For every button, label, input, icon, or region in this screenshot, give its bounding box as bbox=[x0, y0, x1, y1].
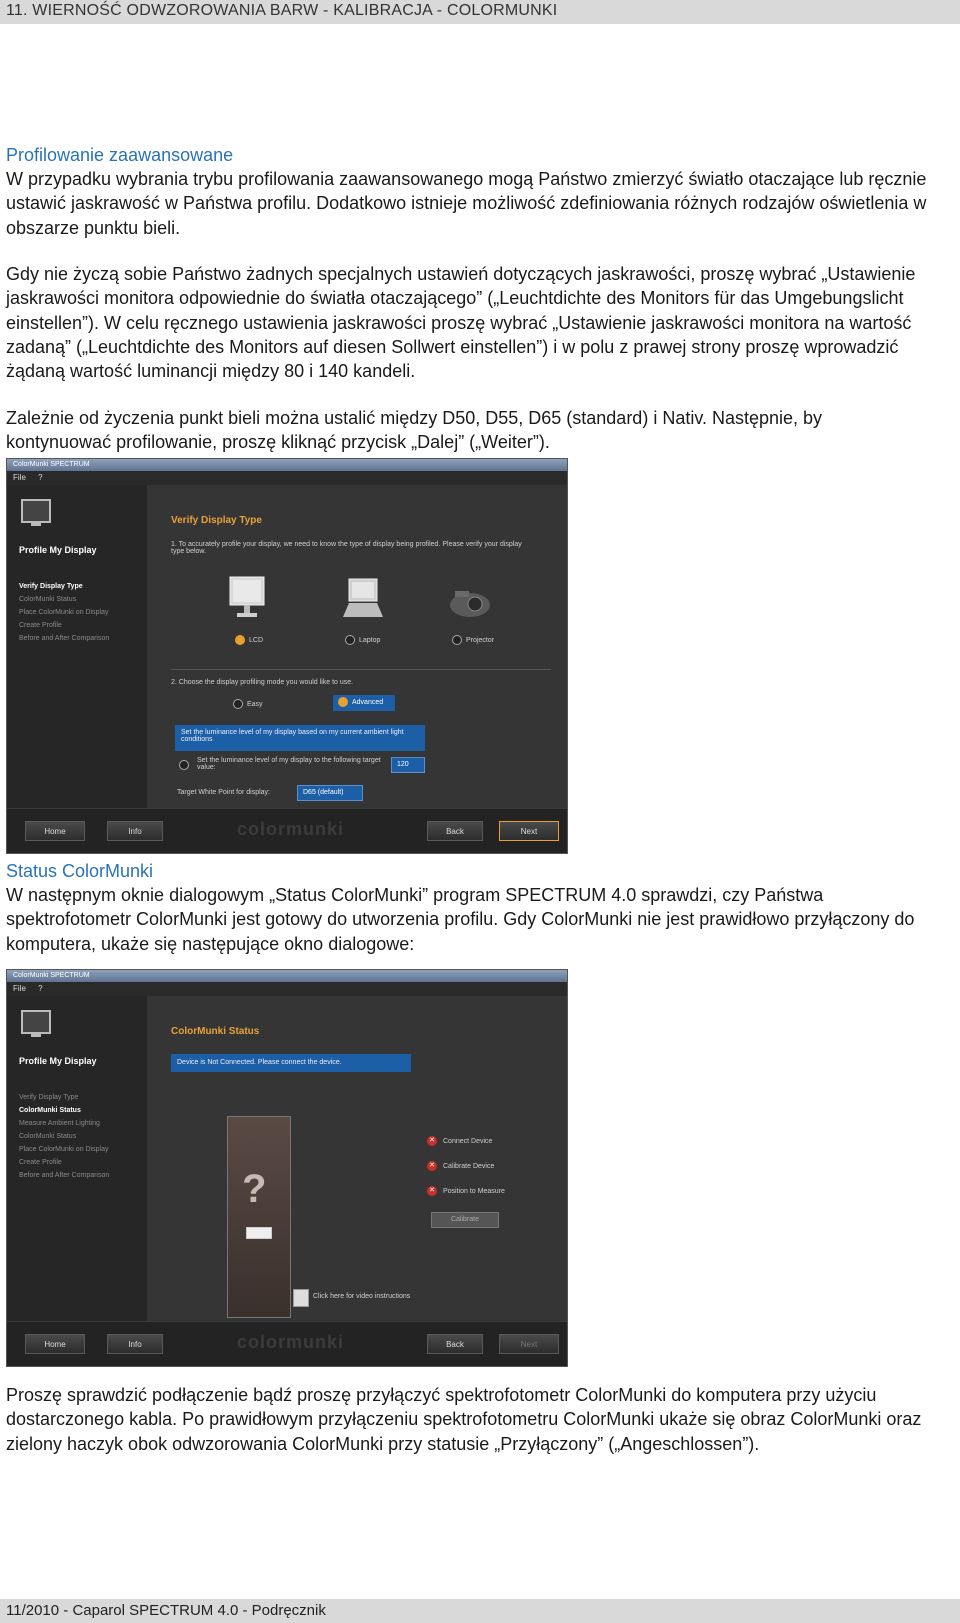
step-item: ColorMunki Status bbox=[19, 596, 77, 603]
instruction-1: 1. To accurately profile your display, we need to know the type of display being profiled. Please verify your display type below. bbox=[171, 541, 522, 555]
step-item: Create Profile bbox=[19, 1159, 62, 1166]
option-target-value: Set the luminance level of my display to the following target value: bbox=[197, 757, 381, 771]
divider bbox=[171, 669, 551, 670]
sidebar-title: Profile My Display bbox=[19, 545, 97, 555]
checklist-position bbox=[427, 1186, 505, 1196]
content-panel bbox=[147, 996, 567, 1322]
screenshot-verify-display-type bbox=[6, 458, 568, 854]
info-button[interactable]: Info bbox=[107, 821, 163, 841]
error-x-icon: ✕ bbox=[427, 1136, 437, 1146]
section-heading-status: Status ColorMunki bbox=[6, 861, 154, 881]
paragraph-advanced-intro: W przypadku wybrania trybu profilowania zaawansowanego mogą Państwo zmierzyć światło otaczające lub ręcznie ustawić jaskrawość w Państwa profilu. Dodatkowo istnieje możliwość zdefiniowania różnych rodzajów oświetlenia w obszarze punktu bieli. bbox=[6, 169, 927, 238]
step-item: Before and After Comparison bbox=[19, 1172, 110, 1179]
paragraph-status: W następnym oknie dialogowym „Status ColorMunki” program SPECTRUM 4.0 sprawdzi, czy Państwa spektrofotometr ColorMunki jest gotowy do utworzenia profilu. Gdy ColorMunki nie jest prawidłowo przyłączony do komputera, ukaże się następujące okno dialogowe: bbox=[6, 885, 915, 954]
video-instructions-link[interactable]: Click here for video instructions bbox=[313, 1293, 411, 1300]
step-item: Measure Ambient Lighting bbox=[19, 1120, 100, 1127]
step-item: ColorMunki Status bbox=[19, 1133, 77, 1140]
status-message: Device is Not Connected. Please connect the device. bbox=[171, 1054, 411, 1072]
monitor-icon bbox=[21, 499, 51, 523]
question-mark-icon: ? bbox=[242, 1167, 267, 1211]
step-list bbox=[19, 580, 109, 645]
sidebar bbox=[7, 485, 147, 809]
sidebar bbox=[7, 996, 147, 1322]
back-button[interactable]: Back bbox=[427, 1334, 483, 1354]
calibrate-button[interactable]: Calibrate bbox=[431, 1212, 499, 1228]
screenshot-colormunki-status bbox=[6, 969, 568, 1367]
radio-label: Easy bbox=[247, 700, 263, 708]
bottom-bar bbox=[7, 1321, 567, 1366]
colormunki-logo: colormunki bbox=[237, 819, 345, 839]
laptop-icon[interactable] bbox=[341, 577, 385, 621]
menu-help[interactable]: ? bbox=[38, 473, 43, 482]
radio-label: Projector bbox=[466, 636, 495, 644]
checklist-connect bbox=[427, 1136, 492, 1146]
radio-advanced[interactable] bbox=[333, 695, 395, 711]
instruction-2: 2. Choose the display profiling mode you would like to use. bbox=[171, 679, 354, 686]
radio-label: Laptop bbox=[359, 636, 381, 644]
next-button[interactable]: Next bbox=[499, 1334, 559, 1354]
device-image bbox=[227, 1116, 291, 1318]
menu-file[interactable]: File bbox=[13, 473, 26, 482]
content-panel bbox=[147, 485, 567, 809]
window-titlebar: ColorMunki SPECTRUM bbox=[7, 970, 567, 982]
video-icon[interactable] bbox=[293, 1289, 309, 1307]
radio-laptop[interactable] bbox=[345, 635, 380, 645]
back-button[interactable]: Back bbox=[427, 821, 483, 841]
whitepoint-label: Target White Point for display: bbox=[177, 789, 270, 796]
radio-projector[interactable] bbox=[452, 635, 494, 645]
paragraph-brightness: Gdy nie życzą sobie Państwo żadnych specjalnych ustawień dotyczących jaskrawości, proszę wybrać „Ustawienie jaskrawości monitora odpowiednie do światła otaczającego” („Leuchtdichte des Monitors für das Umgebungslicht einstellen”). W celu ręcznego ustawienia jaskrawości proszę wybrać „Ustawienie jaskrawości monitora na wartość zadaną” („Leuchtdichte des Monitors auf diesen Sollwert einstellen”) i w polu z prawej strony proszę wprowadzić żądaną wartość luminancji między 80 i 140 kandeli. bbox=[6, 264, 916, 382]
sidebar-title: Profile My Display bbox=[19, 1056, 97, 1066]
checklist-label: Position to Measure bbox=[443, 1187, 505, 1195]
step-item: Before and After Comparison bbox=[19, 635, 110, 642]
lcd-monitor-icon[interactable] bbox=[227, 575, 267, 621]
content-title: Verify Display Type bbox=[171, 515, 262, 526]
info-button[interactable]: Info bbox=[107, 1334, 163, 1354]
step-list bbox=[19, 1091, 109, 1182]
bottom-bar bbox=[7, 808, 567, 853]
step-item: Place ColorMunki on Display bbox=[19, 609, 109, 616]
menu-file[interactable]: File bbox=[13, 984, 26, 993]
checklist-calibrate bbox=[427, 1161, 494, 1171]
radio-dot[interactable] bbox=[345, 635, 355, 645]
radio-dot[interactable] bbox=[179, 760, 189, 770]
usb-plug-icon bbox=[246, 1227, 272, 1239]
radio-label: Advanced bbox=[352, 699, 384, 706]
projector-icon[interactable] bbox=[447, 585, 493, 619]
home-button[interactable]: Home bbox=[25, 1334, 85, 1354]
radio-dot[interactable] bbox=[233, 699, 243, 709]
content-title: ColorMunki Status bbox=[171, 1026, 260, 1037]
error-x-icon: ✕ bbox=[427, 1186, 437, 1196]
colormunki-logo: colormunki bbox=[237, 1332, 345, 1352]
monitor-icon bbox=[21, 1010, 51, 1034]
target-value-select[interactable]: 120 bbox=[391, 757, 425, 773]
error-x-icon: ✕ bbox=[427, 1161, 437, 1171]
option-ambient-light[interactable]: Set the luminance level of my display based on my current ambient light conditions bbox=[175, 725, 425, 751]
paragraph-whitepoint: Zależnie od życzenia punkt bieli można ustalić między D50, D55, D65 (standard) i Nativ. Następnie, by kontynuować profilowanie, proszę kliknąć przycisk „Dalej” („Weiter”). bbox=[6, 408, 823, 453]
paragraph-connect: Proszę sprawdzić podłączenie bądź proszę przyłączyć spektrofotometr ColorMunki do komputera przy użyciu dostarczonego kabla. Po prawidłowym przyłączeniu spektrofotometru ColorMunki ukaże się obraz ColorMunki oraz zielony haczyk obok odwzorowania ColorMunki przy statusie „Przyłączony” („Angeschlossen”). bbox=[6, 1385, 922, 1454]
menu-bar bbox=[7, 982, 567, 996]
menu-bar bbox=[7, 471, 567, 485]
radio-lcd[interactable] bbox=[235, 635, 263, 645]
page-footer: 11/2010 - Caparol SPECTRUM 4.0 - Podręcznik bbox=[0, 1599, 960, 1623]
step-item: ColorMunki Status bbox=[19, 1107, 81, 1114]
checklist-label: Connect Device bbox=[443, 1137, 493, 1145]
step-item: Verify Display Type bbox=[19, 1094, 79, 1101]
radio-label: LCD bbox=[249, 636, 264, 644]
next-button[interactable]: Next bbox=[499, 821, 559, 841]
step-item: Verify Display Type bbox=[19, 583, 83, 590]
home-button[interactable]: Home bbox=[25, 821, 85, 841]
radio-dot[interactable] bbox=[235, 635, 245, 645]
step-item: Create Profile bbox=[19, 622, 62, 629]
radio-dot[interactable] bbox=[338, 697, 348, 707]
step-item: Place ColorMunki on Display bbox=[19, 1146, 109, 1153]
page-header: 11. WIERNOŚĆ ODWZOROWANIA BARW - KALIBRACJA - COLORMUNKI bbox=[0, 0, 960, 24]
window-titlebar: ColorMunki SPECTRUM bbox=[7, 459, 567, 471]
section-heading-advanced: Profilowanie zaawansowane bbox=[6, 145, 234, 165]
radio-dot[interactable] bbox=[452, 635, 462, 645]
menu-help[interactable]: ? bbox=[38, 984, 43, 993]
radio-target[interactable] bbox=[179, 760, 193, 770]
radio-easy[interactable] bbox=[233, 699, 263, 709]
checklist-label: Calibrate Device bbox=[443, 1162, 495, 1170]
whitepoint-select[interactable]: D65 (default) bbox=[297, 785, 363, 801]
